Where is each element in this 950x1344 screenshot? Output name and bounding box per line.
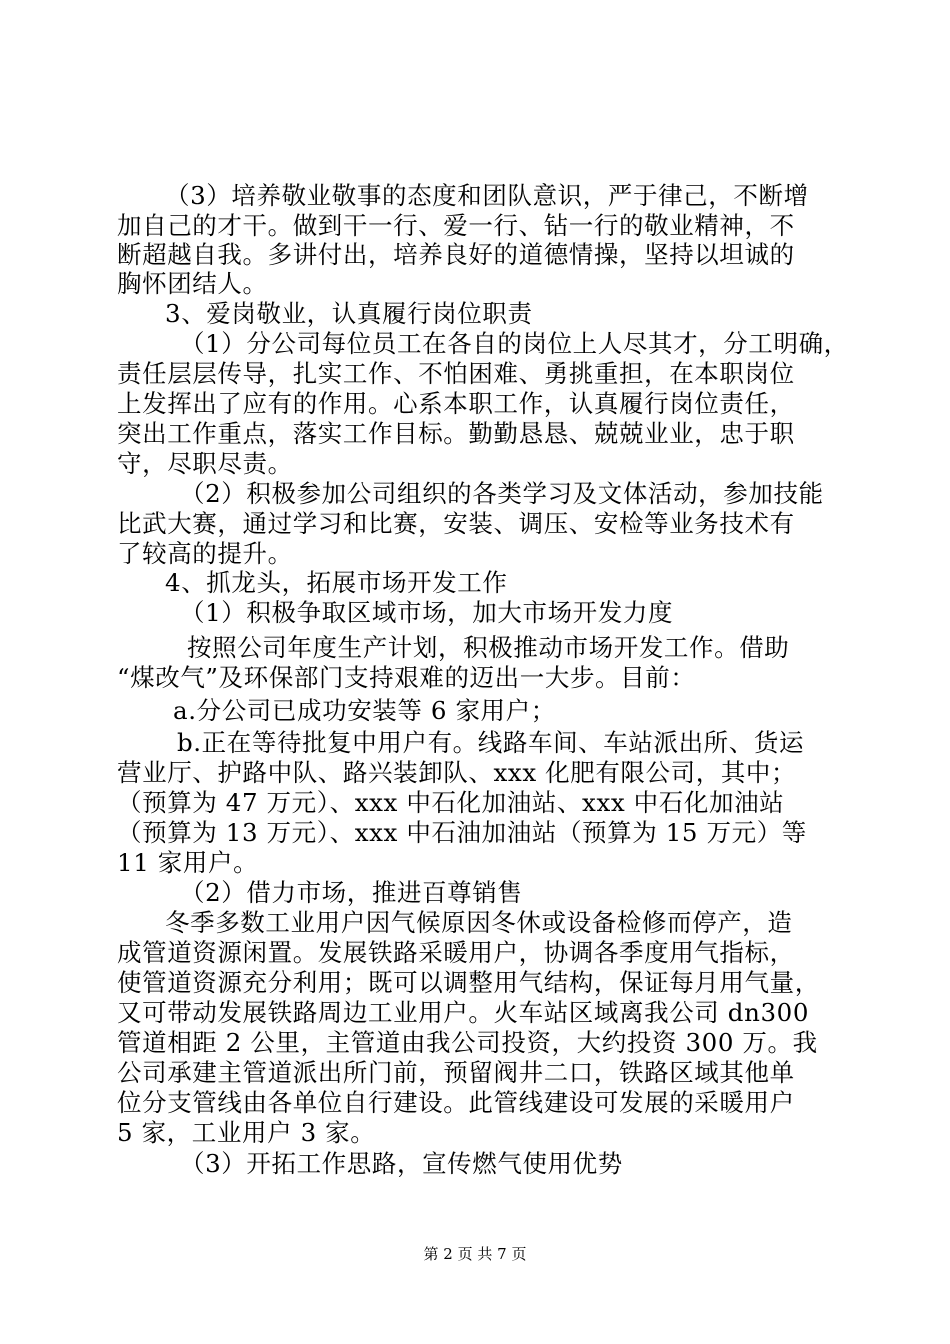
text-line: 加自己的才干。做到干一行、爱一行、钻一行的敬业精神，不 — [117, 211, 795, 240]
text-line: 管道相距 2 公里，主管道由我公司投资，大约投资 300 万。我 — [117, 1028, 818, 1057]
text-line: （预算为 47 万元）、xxx 中石化加油站、xxx 中石化加油站 — [117, 788, 785, 817]
text-line: 了较高的提升。 — [117, 539, 293, 568]
page-number-footer: 第 2 页 共 7 页 — [423, 1245, 527, 1263]
text-line: 责任层层传导，扎实工作、不怕困难、勇挑重担，在本职岗位 — [117, 359, 795, 388]
text-line: （预算为 13 万元）、xxx 中石油加油站（预算为 15 万元）等 — [117, 818, 807, 847]
text-line: 比武大赛，通过学习和比赛，安装、调压、安检等业务技术有 — [117, 509, 795, 538]
text-line: （3）培养敬业敬事的态度和团队意识，严于律己，不断增 — [165, 181, 809, 210]
text-line: 成管道资源闲置。发展铁路采暖用户，协调各季度用气指标， — [117, 938, 795, 967]
text-line: 公司承建主管道派出所门前，预留阀井二口，铁路区域其他单 — [117, 1058, 795, 1087]
text-line: 断超越自我。多讲付出，培养良好的道德情操，坚持以坦诚的 — [117, 240, 795, 269]
text-line: 守，尽职尽责。 — [117, 449, 293, 478]
text-line: 胸怀团结人。 — [117, 269, 268, 298]
section-heading: 3、爱岗敬业，认真履行岗位职责 — [165, 299, 533, 328]
text-line: （3）开拓工作思路，宣传燃气使用优势 — [180, 1149, 623, 1178]
text-line: （1）分公司每位员工在各自的岗位上人尽其才，分工明确， — [180, 329, 849, 358]
text-line: （2）借力市场，推进百尊销售 — [180, 878, 523, 907]
text-line: 冬季多数工业用户因气候原因冬休或设备检修而停产，造 — [165, 908, 793, 937]
text-line: 11 家用户。 — [117, 848, 259, 877]
text-line: （1）积极争取区域市场，加大市场开发力度 — [180, 598, 674, 627]
text-line: 上发挥出了应有的作用。心系本职工作，认真履行岗位责任， — [117, 389, 795, 418]
text-line: 突出工作重点，落实工作目标。勤勤恳恳、兢兢业业，忠于职 — [117, 419, 795, 448]
text-line: b.正在等待批复中用户有。线路车间、车站派出所、货运 — [177, 728, 805, 757]
text-line: 营业厅、护路中队、路兴装卸队、xxx 化肥有限公司，其中； — [117, 758, 797, 787]
text-line: 又可带动发展铁路周边工业用户。火车站区域离我公司 dn300 — [117, 998, 810, 1027]
text-line: a.分公司已成功安装等 6 家用户； — [173, 696, 556, 725]
text-line: 位分支管线由各单位自行建设。此管线建设可发展的采暖用户 — [117, 1088, 795, 1117]
text-line: “煤改气”及环保部门支持艰难的迈出一大步。目前： — [117, 663, 696, 692]
text-line: 使管道资源充分利用；既可以调整用气结构，保证每月用气量， — [117, 968, 820, 997]
text-line: 按照公司年度生产计划，积极推动市场开发工作。借助 — [187, 633, 790, 662]
section-heading: 4、抓龙头，拓展市场开发工作 — [165, 568, 508, 597]
text-line: 5 家，工业用户 3 家。 — [117, 1118, 376, 1147]
text-line: （2）积极参加公司组织的各类学习及文体活动，参加技能 — [180, 479, 824, 508]
